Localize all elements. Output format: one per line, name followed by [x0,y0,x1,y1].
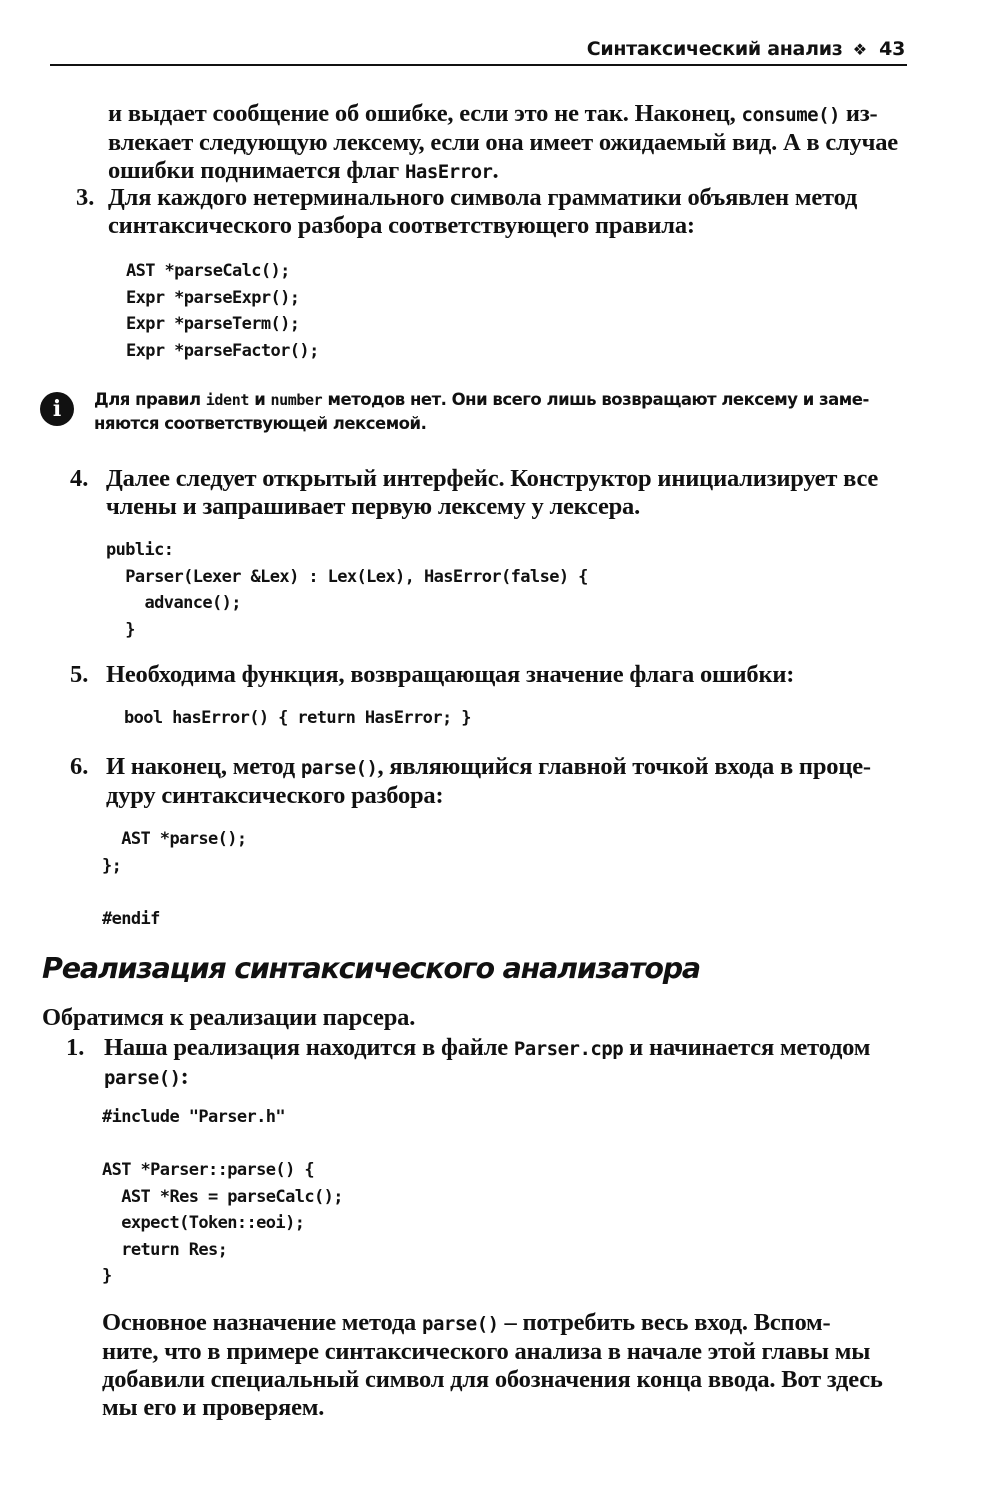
list-item-6 [106,753,871,810]
note-line-1: Для правил ident и number методов нет. Они всего лишь возвращают лексему и заме- [94,390,869,409]
closing-line-2: ните, что в примере синтаксического анализа в начале этой главы мы [102,1338,871,1365]
code-block-public-interface: public: Parser(Lexer &Lex) : Lex(Lex), HasError(false) { advance(); } [106,540,588,640]
code-block-parse-methods: AST *parseCalc(); Expr *parseExpr(); Expr *parseTerm(); Expr *parseFactor(); [126,261,319,361]
info-note [94,388,924,436]
list-item-3 [108,184,857,240]
list-item-4 [106,465,878,521]
list-number-4: 4. [70,465,89,492]
impl1-line-1: Наша реализация находится в файле Parser.cpp и начинается методом [104,1034,871,1061]
closing-paragraph [102,1309,883,1422]
intro-line-3: ошибки поднимается флаг HasError. [108,157,499,184]
note-line-2: няются соответствующей лексемой. [94,414,427,433]
item6-line-2: дуру синтаксического разбора: [106,782,444,809]
item6-line-1: И наконец, метод parse(), являющийся главной точкой входа в проце- [106,753,871,780]
impl1-line-2: parse(): [104,1063,189,1090]
list-number-impl-1: 1. [66,1034,85,1061]
list-item-5 [106,661,794,689]
item5-line-1: Необходима функция, возвращающая значение флага ошибки: [106,661,795,688]
intro-paragraph [108,100,898,186]
item3-line-1: Для каждого нетерминального символа грамматики объявлен метод [108,184,858,211]
section-intro [42,1004,415,1032]
diamond-separator-icon: ❖ [852,40,867,59]
list-number-6: 6. [70,753,89,780]
closing-line-1: Основное назначение метода parse() – потребить весь вход. Вспом- [102,1309,831,1336]
closing-line-3: добавили специальный символ для обозначения конца ввода. Вот здесь [102,1366,883,1393]
intro-line-1: и выдает сообщение об ошибке, если это не так. Наконец, consume() из- [108,100,878,127]
header-rule [50,64,907,66]
list-number-3: 3. [76,184,95,211]
item3-line-2: синтаксического разбора соответствующего правила: [108,212,695,239]
intro-line-2: влекает следующую лексему, если она имеет ожидаемый вид. А в случае [108,129,898,156]
item4-line-2: члены и запрашивает первую лексему у лексера. [106,493,641,520]
list-number-5: 5. [70,661,89,688]
running-title: Синтаксический анализ [586,38,843,60]
code-block-parse-endif: AST *parse(); }; #endif [102,829,247,929]
item4-line-1: Далее следует открытый интерфейс. Конструктор инициализирует все [106,465,879,492]
section-heading: Реализация синтаксического анализатора [42,952,700,985]
info-icon: i [40,392,74,426]
code-block-parser-cpp: #include "Parser.h" AST *Parser::parse() { AST *Res = parseCalc(); expect(Token::eoi); return Res; } [102,1107,343,1286]
running-head [587,38,905,60]
code-block-has-error: bool hasError() { return HasError; } [124,708,471,728]
list-item-impl-1 [104,1034,870,1092]
page-number: 43 [879,38,905,60]
closing-line-4: мы его и проверяем. [102,1394,325,1421]
section-intro-line: Обратимся к реализации парсера. [42,1004,416,1031]
